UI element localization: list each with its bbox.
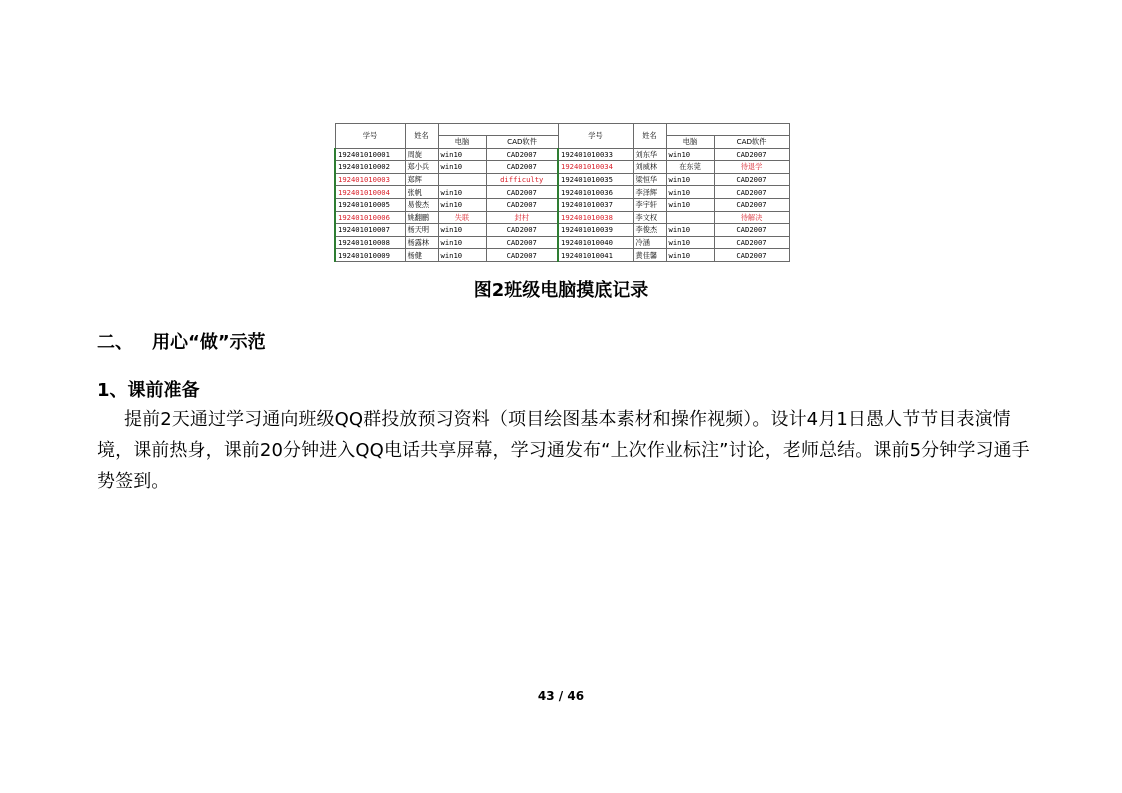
- cell-computer: win10: [666, 186, 714, 199]
- cell-name: 张帆: [405, 186, 438, 199]
- cell-software: CAD2007: [714, 148, 789, 161]
- subsection-heading: 1、课前准备: [97, 380, 200, 401]
- cell-computer: win10: [666, 198, 714, 211]
- class-computer-table-figure: [334, 123, 788, 262]
- cell-computer: win10: [438, 249, 486, 262]
- cell-software: CAD2007: [714, 236, 789, 249]
- class-computer-table: [334, 123, 790, 262]
- cell-software: CAD2007: [486, 186, 558, 199]
- cell-software: CAD2007: [714, 173, 789, 186]
- cell-computer: win10: [666, 173, 714, 186]
- cell-software: CAD2007: [714, 224, 789, 237]
- cell-name: 刘威林: [633, 161, 666, 174]
- cell-computer: [438, 173, 486, 186]
- cell-computer: win10: [438, 224, 486, 237]
- header-blank: [666, 124, 789, 136]
- cell-name: 姚翻鹏: [405, 211, 438, 224]
- cell-id: 192401010005: [335, 198, 405, 211]
- cell-id: 192401010035: [558, 173, 633, 186]
- table-row: [335, 211, 789, 224]
- cell-id: 192401010033: [558, 148, 633, 161]
- cell-name: 黄佳馨: [633, 249, 666, 262]
- table-row: [335, 148, 789, 161]
- cell-id: 192401010036: [558, 186, 633, 199]
- table-header-row: [335, 124, 789, 136]
- cell-name: 刘东华: [633, 148, 666, 161]
- table-row: [335, 236, 789, 249]
- body-paragraph: 提前2天通过学习通向班级QQ群投放预习资料（项目绘图基本素材和操作视频）。设计4月1日愚人节节目表演情境，课前热身，课前20分钟进入QQ电话共享屏幕，学习通发布“上次作业标注”讨论，老师总结。课前5分钟学习通手势签到。: [97, 409, 1030, 492]
- cell-id: 192401010003: [335, 173, 405, 186]
- cell-name: 杨健: [405, 249, 438, 262]
- cell-software: CAD2007: [486, 249, 558, 262]
- cell-name: 李俊杰: [633, 224, 666, 237]
- cell-software: CAD2007: [486, 198, 558, 211]
- header-name: 姓名: [633, 124, 666, 149]
- cell-id: 192401010006: [335, 211, 405, 224]
- table-row: [335, 198, 789, 211]
- cell-software: CAD2007: [714, 198, 789, 211]
- table-row: [335, 173, 789, 186]
- cell-software: CAD2007: [714, 186, 789, 199]
- cell-id: 192401010004: [335, 186, 405, 199]
- cell-software: CAD2007: [486, 148, 558, 161]
- section-title: 用心“做”示范: [152, 332, 266, 353]
- page-number: 43 / 46: [537, 689, 585, 703]
- header-name: 姓名: [405, 124, 438, 149]
- cell-software: CAD2007: [486, 161, 558, 174]
- cell-software: CAD2007: [486, 236, 558, 249]
- cell-id: 192401010037: [558, 198, 633, 211]
- cell-computer: win10: [666, 249, 714, 262]
- cell-name: 冷涵: [633, 236, 666, 249]
- cell-computer: win10: [666, 224, 714, 237]
- table-row: [335, 161, 789, 174]
- header-id: 学号: [558, 124, 633, 149]
- header-blank: [438, 124, 558, 136]
- cell-computer: win10: [666, 148, 714, 161]
- cell-computer: win10: [438, 161, 486, 174]
- header-computer: 电脑: [666, 136, 714, 149]
- cell-software: 待解决: [714, 211, 789, 224]
- cell-id: 192401010002: [335, 161, 405, 174]
- header-software: CAD软件: [714, 136, 789, 149]
- cell-id: 192401010009: [335, 249, 405, 262]
- header-computer: 电脑: [438, 136, 486, 149]
- cell-id: 192401010001: [335, 148, 405, 161]
- cell-name: 郑辉: [405, 173, 438, 186]
- cell-name: 梁恒华: [633, 173, 666, 186]
- table-row: [335, 224, 789, 237]
- figure-caption: 图2班级电脑摸底记录: [473, 280, 649, 301]
- cell-software: 封村: [486, 211, 558, 224]
- cell-software: difficulty: [486, 173, 558, 186]
- cell-id: 192401010038: [558, 211, 633, 224]
- header-software: CAD软件: [486, 136, 558, 149]
- table-row: [335, 249, 789, 262]
- cell-computer: win10: [438, 236, 486, 249]
- cell-name: 郑小兵: [405, 161, 438, 174]
- cell-computer: win10: [438, 148, 486, 161]
- cell-name: 杨露林: [405, 236, 438, 249]
- cell-id: 192401010039: [558, 224, 633, 237]
- section-heading: [97, 328, 266, 354]
- cell-computer: 失联: [438, 211, 486, 224]
- cell-computer: win10: [666, 236, 714, 249]
- table-row: [335, 186, 789, 199]
- cell-id: 192401010034: [558, 161, 633, 174]
- cell-name: 易俊杰: [405, 198, 438, 211]
- cell-software: CAD2007: [714, 249, 789, 262]
- cell-id: 192401010007: [335, 224, 405, 237]
- cell-name: 杨天明: [405, 224, 438, 237]
- cell-id: 192401010041: [558, 249, 633, 262]
- cell-computer: win10: [438, 198, 486, 211]
- cell-id: 192401010008: [335, 236, 405, 249]
- cell-name: 李文权: [633, 211, 666, 224]
- cell-name: 李泽辉: [633, 186, 666, 199]
- cell-computer: win10: [438, 186, 486, 199]
- header-id: 学号: [335, 124, 405, 149]
- section-number: 二、: [97, 332, 133, 353]
- cell-software: 待退学: [714, 161, 789, 174]
- cell-id: 192401010040: [558, 236, 633, 249]
- cell-name: 李宇轩: [633, 198, 666, 211]
- cell-name: 周旋: [405, 148, 438, 161]
- cell-computer: [666, 211, 714, 224]
- cell-computer: 在东莞: [666, 161, 714, 174]
- cell-software: CAD2007: [486, 224, 558, 237]
